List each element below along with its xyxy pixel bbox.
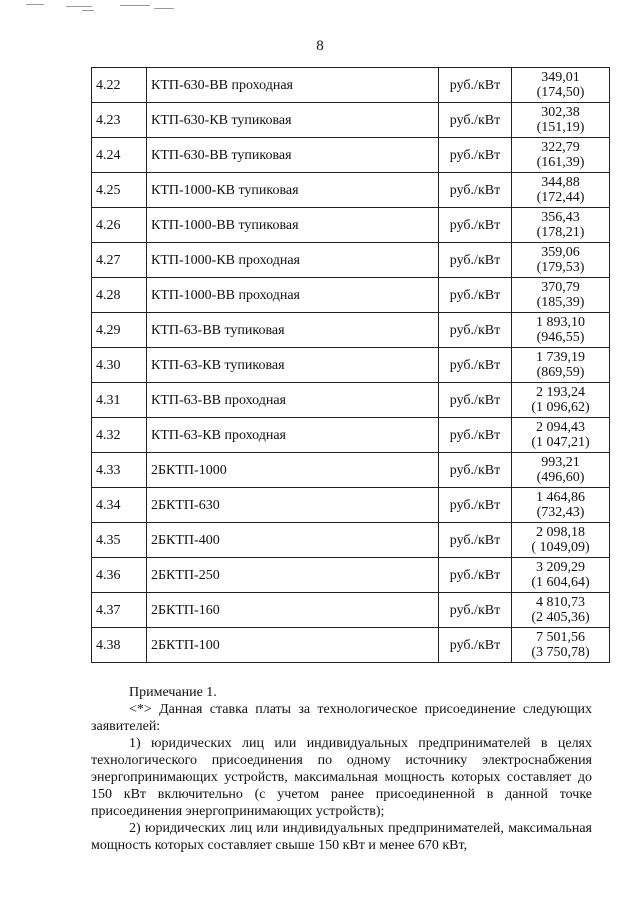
rates-table xyxy=(91,67,610,663)
row-value: 7 501,56 xyxy=(536,630,585,645)
table-row xyxy=(92,173,610,208)
table-row xyxy=(92,558,610,593)
scan-artifact xyxy=(26,2,176,14)
row-number: 4.30 xyxy=(92,348,147,383)
row-unit: руб./кВт xyxy=(439,488,512,523)
row-unit: руб./кВт xyxy=(439,278,512,313)
table-row xyxy=(92,138,610,173)
row-number: 4.32 xyxy=(92,418,147,453)
row-unit: руб./кВт xyxy=(439,593,512,628)
table-row xyxy=(92,523,610,558)
row-value-alt: (172,44) xyxy=(536,190,585,205)
table-row xyxy=(92,453,610,488)
row-value-cell xyxy=(512,208,610,243)
row-value-cell xyxy=(512,138,610,173)
page-number: 8 xyxy=(316,38,324,54)
row-number: 4.36 xyxy=(92,558,147,593)
row-value-alt: (1 096,62) xyxy=(531,400,590,415)
table-row xyxy=(92,103,610,138)
row-value: 4 810,73 xyxy=(536,595,585,610)
row-value-alt: (732,43) xyxy=(536,505,585,520)
row-value: 359,06 xyxy=(541,245,580,260)
row-value-alt: (174,50) xyxy=(536,85,585,100)
row-number: 4.23 xyxy=(92,103,147,138)
rates-table-body xyxy=(92,68,610,663)
row-value: 344,88 xyxy=(541,175,580,190)
row-number: 4.26 xyxy=(92,208,147,243)
table-row xyxy=(92,208,610,243)
row-value: 1 893,10 xyxy=(536,315,585,330)
row-number: 4.27 xyxy=(92,243,147,278)
row-value-alt: (151,19) xyxy=(536,120,585,135)
note-section xyxy=(91,684,592,854)
row-value: 1 739,19 xyxy=(536,350,585,365)
table-row xyxy=(92,383,610,418)
row-name: КТП-63-ВВ проходная xyxy=(147,383,439,418)
row-value-alt: (179,53) xyxy=(536,260,585,275)
row-value-alt: (869,59) xyxy=(536,365,585,380)
row-name: КТП-63-ВВ тупиковая xyxy=(147,313,439,348)
row-unit: руб./кВт xyxy=(439,383,512,418)
row-number: 4.25 xyxy=(92,173,147,208)
row-name: КТП-630-КВ тупиковая xyxy=(147,103,439,138)
row-value-alt: (1 604,64) xyxy=(531,575,590,590)
row-value-alt: (161,39) xyxy=(536,155,585,170)
row-value-cell xyxy=(512,313,610,348)
row-number: 4.24 xyxy=(92,138,147,173)
row-value-cell xyxy=(512,278,610,313)
row-number: 4.31 xyxy=(92,383,147,418)
row-name: КТП-630-ВВ проходная xyxy=(147,68,439,103)
table-row xyxy=(92,243,610,278)
row-name: 2БКТП-160 xyxy=(147,593,439,628)
row-unit: руб./кВт xyxy=(439,313,512,348)
row-name: 2БКТП-400 xyxy=(147,523,439,558)
row-value-cell xyxy=(512,418,610,453)
row-value-alt: (185,39) xyxy=(536,295,585,310)
row-value-alt: (946,55) xyxy=(536,330,585,345)
row-number: 4.35 xyxy=(92,523,147,558)
row-value: 322,79 xyxy=(541,140,580,155)
table-row xyxy=(92,418,610,453)
row-number: 4.37 xyxy=(92,593,147,628)
row-unit: руб./кВт xyxy=(439,173,512,208)
row-value-cell xyxy=(512,488,610,523)
row-value-cell xyxy=(512,103,610,138)
row-unit: руб./кВт xyxy=(439,138,512,173)
note-item-1: 1) юридических лиц или индивидуальных предпринимателей в целях технологического присоединения по одному источнику электроснабжения энергопринимающих устройств, максимальная мощность которых составляет до 150 кВт включительно (с учетом ранее присоединенной в данной точке присоединения энергопринимающих устройств); xyxy=(91,736,592,819)
row-value-alt: ( 1049,09) xyxy=(531,540,590,555)
row-number: 4.28 xyxy=(92,278,147,313)
row-value: 1 464,86 xyxy=(536,490,585,505)
row-name: 2БКТП-630 xyxy=(147,488,439,523)
row-number: 4.34 xyxy=(92,488,147,523)
row-unit: руб./кВт xyxy=(439,103,512,138)
row-unit: руб./кВт xyxy=(439,523,512,558)
row-unit: руб./кВт xyxy=(439,628,512,663)
row-number: 4.33 xyxy=(92,453,147,488)
table-row xyxy=(92,68,610,103)
row-value: 2 094,43 xyxy=(536,420,585,435)
row-name: 2БКТП-1000 xyxy=(147,453,439,488)
row-value-cell xyxy=(512,453,610,488)
row-value-cell xyxy=(512,628,610,663)
row-unit: руб./кВт xyxy=(439,68,512,103)
row-value-alt: (178,21) xyxy=(536,225,585,240)
row-value-cell xyxy=(512,593,610,628)
row-value-cell xyxy=(512,243,610,278)
row-number: 4.38 xyxy=(92,628,147,663)
row-name: КТП-1000-ВВ проходная xyxy=(147,278,439,313)
row-unit: руб./кВт xyxy=(439,453,512,488)
row-value-alt: (2 405,36) xyxy=(531,610,590,625)
row-value-alt: (1 047,21) xyxy=(531,435,590,450)
row-number: 4.22 xyxy=(92,68,147,103)
note-title: Примечание 1. xyxy=(129,685,217,700)
row-unit: руб./кВт xyxy=(439,348,512,383)
row-name: КТП-1000-КВ проходная xyxy=(147,243,439,278)
row-value: 356,43 xyxy=(541,210,580,225)
row-name: КТП-1000-КВ тупиковая xyxy=(147,173,439,208)
row-name: КТП-63-КВ тупиковая xyxy=(147,348,439,383)
note-item-2: 2) юридических лиц или индивидуальных предпринимателей, максимальная мощность которых составляет свыше 150 кВт и менее 670 кВт, xyxy=(91,821,592,853)
row-unit: руб./кВт xyxy=(439,418,512,453)
row-value-cell xyxy=(512,348,610,383)
table-row xyxy=(92,593,610,628)
row-value-cell xyxy=(512,68,610,103)
row-number: 4.29 xyxy=(92,313,147,348)
note-paragraph: <*> Данная ставка платы за технологическое присоединение следующих заявителей: xyxy=(91,702,592,734)
row-unit: руб./кВт xyxy=(439,558,512,593)
table-row xyxy=(92,348,610,383)
row-name: КТП-1000-ВВ тупиковая xyxy=(147,208,439,243)
row-value: 349,01 xyxy=(541,70,580,85)
row-value-cell xyxy=(512,173,610,208)
table-row xyxy=(92,278,610,313)
table-row xyxy=(92,628,610,663)
row-value-cell xyxy=(512,558,610,593)
row-value: 2 098,18 xyxy=(536,525,585,540)
table-row xyxy=(92,488,610,523)
table-row xyxy=(92,313,610,348)
row-value: 993,21 xyxy=(541,455,580,470)
row-value: 2 193,24 xyxy=(536,385,585,400)
row-value: 3 209,29 xyxy=(536,560,585,575)
row-value-cell xyxy=(512,523,610,558)
row-value-alt: (3 750,78) xyxy=(531,645,590,660)
row-value-cell xyxy=(512,383,610,418)
row-name: КТП-63-КВ проходная xyxy=(147,418,439,453)
row-name: 2БКТП-100 xyxy=(147,628,439,663)
row-value-alt: (496,60) xyxy=(536,470,585,485)
row-unit: руб./кВт xyxy=(439,243,512,278)
row-name: КТП-630-ВВ тупиковая xyxy=(147,138,439,173)
row-unit: руб./кВт xyxy=(439,208,512,243)
row-name: 2БКТП-250 xyxy=(147,558,439,593)
row-value: 302,38 xyxy=(541,105,580,120)
row-value: 370,79 xyxy=(541,280,580,295)
